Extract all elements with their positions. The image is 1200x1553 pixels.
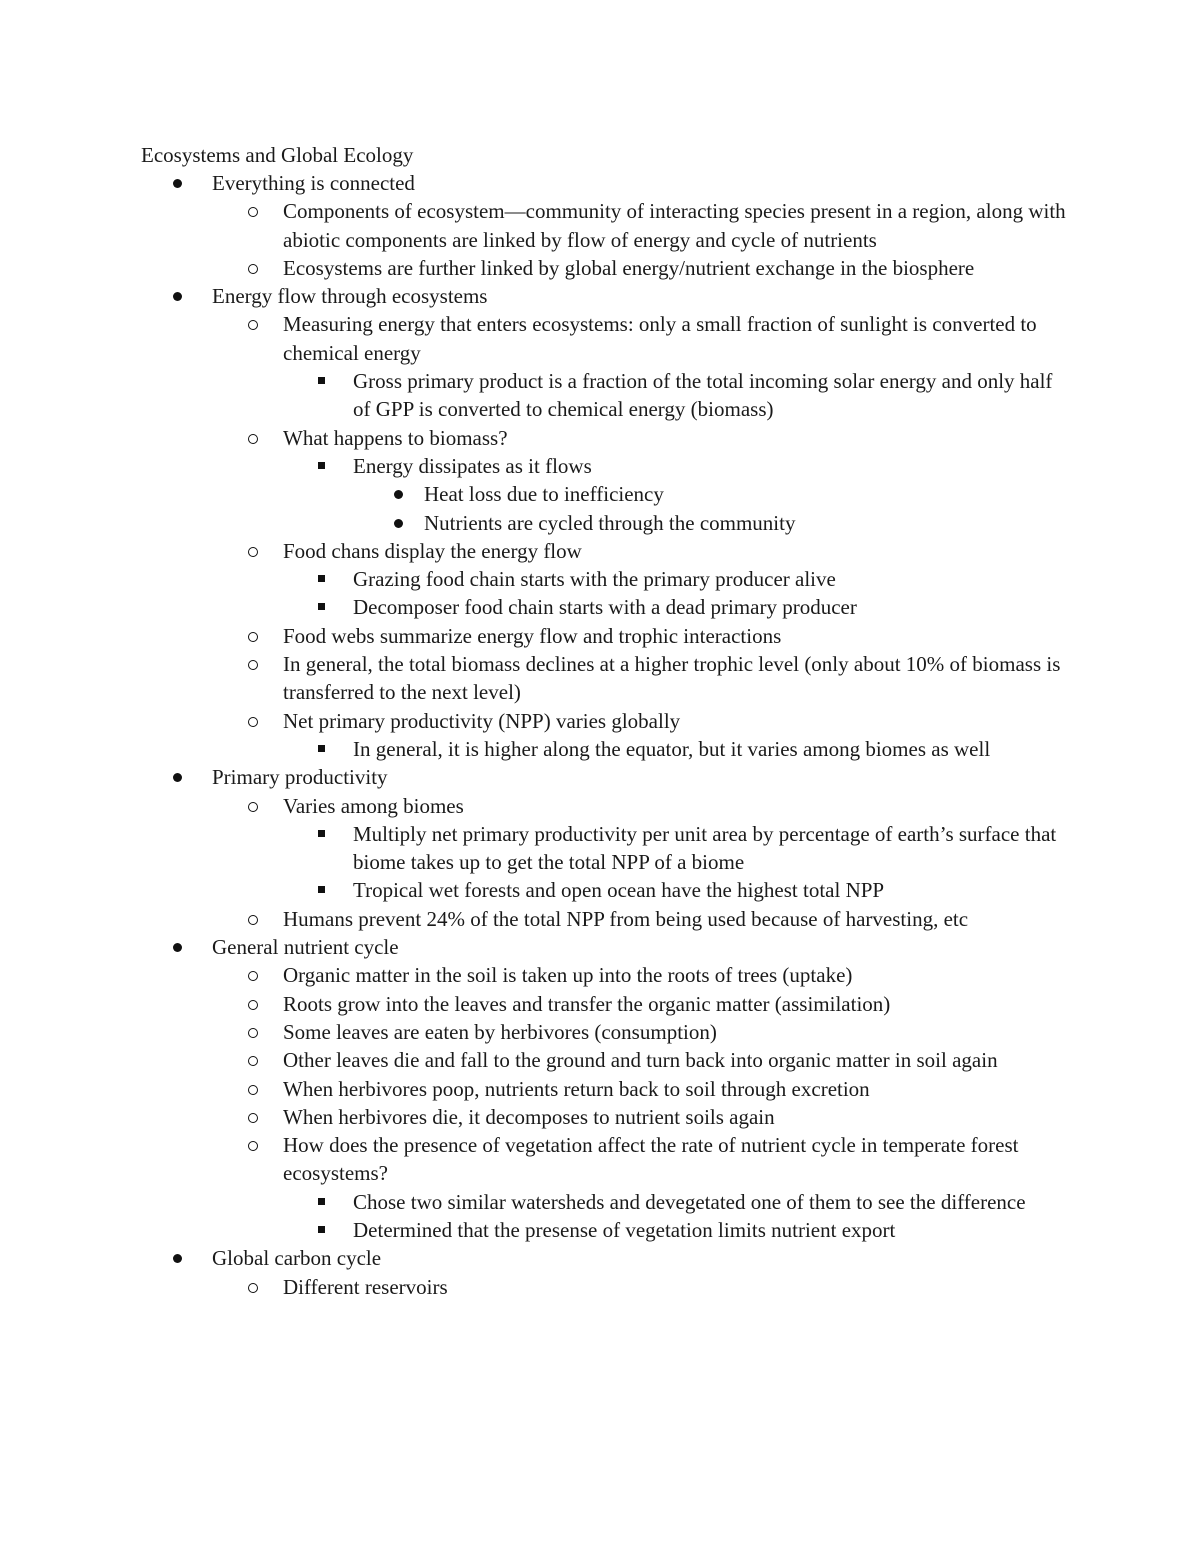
outline-item-level-4 (141, 480, 1071, 508)
sub-item-text: Measuring energy that enters ecosystems: only a small fraction of sunlight is converted to chemical energy (283, 312, 1037, 365)
sub-item-text: Varies among biomes (283, 793, 464, 818)
outline-item-level-3 (141, 735, 1071, 763)
outline-item-level-2 (141, 707, 1071, 735)
top-item-text: Global carbon cycle (212, 1246, 382, 1271)
outline-item-level-2 (141, 537, 1071, 565)
sub-item-text: Net primary productivity (NPP) varies globally (283, 708, 681, 733)
subsub-item-text: Tropical wet forests and open ocean have the highest total NPP (353, 878, 885, 903)
outline-item-level-2 (141, 424, 1071, 452)
sub-item-text: When herbivores poop, nutrients return back to soil through excretion (283, 1076, 870, 1101)
sub-item-text: In general, the total biomass declines at a higher trophic level (only about 10% of biomass is transferred to the next level) (283, 652, 1061, 705)
outline-list (141, 169, 1071, 1301)
outline-item-level-3 (141, 876, 1071, 904)
subsub-item-text: Chose two similar watersheds and devegetated one of them to see the difference (353, 1189, 1026, 1214)
sub-item-text: When herbivores die, it decomposes to nutrient soils again (283, 1104, 775, 1129)
outline-item-level-1 (141, 282, 1071, 310)
sub-item-text: Components of ecosystem—community of interacting species present in a region, along with abiotic components are linked by flow of energy and cycle of nutrients (283, 199, 1066, 252)
outline-item-level-1 (141, 933, 1071, 961)
subsub-item-text: In general, it is higher along the equator, but it varies among biomes as well (353, 736, 991, 761)
top-item-text: Primary productivity (212, 765, 388, 790)
subsub-item-text: Grazing food chain starts with the primary producer alive (353, 567, 836, 592)
outline-item-level-4 (141, 509, 1071, 537)
outline-item-level-2 (141, 622, 1071, 650)
top-item-text: Everything is connected (212, 171, 415, 195)
sub-item-text: Different reservoirs (283, 1274, 448, 1299)
outline-item-level-2 (141, 197, 1071, 254)
outline-item-level-2 (141, 1131, 1071, 1188)
outline-item-level-1 (141, 169, 1071, 197)
outline-item-level-2 (141, 990, 1071, 1018)
sub-item-text: Organic matter in the soil is taken up into the roots of trees (uptake) (283, 963, 853, 988)
outline-item-level-2 (141, 792, 1071, 820)
sub-item-text: Other leaves die and fall to the ground and turn back into organic matter in soil again (283, 1048, 998, 1073)
outline-item-level-2 (141, 650, 1071, 707)
outline-item-level-2 (141, 1075, 1071, 1103)
outline-item-level-3 (141, 1216, 1071, 1244)
sub-item-text: What happens to biomass? (283, 425, 508, 450)
outline-item-level-1 (141, 1244, 1071, 1272)
sub-item-text: Ecosystems are further linked by global energy/nutrient exchange in the biosphere (283, 255, 975, 280)
subsub-item-text: Decomposer food chain starts with a dead primary producer (353, 595, 857, 620)
outline-item-level-2 (141, 1018, 1071, 1046)
top-item-text: Energy flow through ecosystems (212, 284, 488, 309)
sub-item-text: Food webs summarize energy flow and trophic interactions (283, 623, 782, 648)
top-item-text: General nutrient cycle (212, 935, 399, 960)
sub-item-text: Roots grow into the leaves and transfer the organic matter (assimilation) (283, 991, 891, 1016)
outline-item-level-2 (141, 254, 1071, 282)
sub-item-text: Food chans display the energy flow (283, 538, 582, 563)
subsub-item-text: Determined that the presense of vegetation limits nutrient export (353, 1217, 896, 1242)
subsub-item-text: Multiply net primary productivity per unit area by percentage of earth’s surface that biome takes up to get the total NPP of a biome (353, 821, 1057, 875)
outline-item-level-2 (141, 1273, 1071, 1301)
subsubsub-item-text: Heat loss due to inefficiency (424, 482, 664, 507)
outline-item-level-2 (141, 961, 1071, 989)
subsub-item-text: Energy dissipates as it flows (353, 453, 592, 478)
outline-item-level-2 (141, 1103, 1071, 1131)
outline-item-level-3 (141, 367, 1071, 424)
outline-item-level-3 (141, 565, 1071, 593)
outline-item-level-2 (141, 1046, 1071, 1074)
subsubsub-item-text: Nutrients are cycled through the community (424, 510, 796, 535)
sub-item-text: Humans prevent 24% of the total NPP from being used because of harvesting, etc (283, 906, 969, 931)
document-title: Ecosystems and Global Ecology (141, 143, 414, 167)
outline-item-level-1 (141, 763, 1071, 791)
outline-item-level-3 (141, 1188, 1071, 1216)
outline-item-level-3 (141, 820, 1071, 877)
sub-item-text: Some leaves are eaten by herbivores (consumption) (283, 1019, 717, 1044)
outline-item-level-3 (141, 452, 1071, 480)
outline-item-level-2 (141, 905, 1071, 933)
sub-item-text: How does the presence of vegetation affect the rate of nutrient cycle in temperate forest ecosystems? (283, 1133, 1019, 1186)
outline-item-level-2 (141, 310, 1071, 367)
outline-item-level-3 (141, 593, 1071, 621)
subsub-item-text: Gross primary product is a fraction of the total incoming solar energy and only half of GPP is converted to chemical energy (biomass) (353, 369, 1053, 422)
